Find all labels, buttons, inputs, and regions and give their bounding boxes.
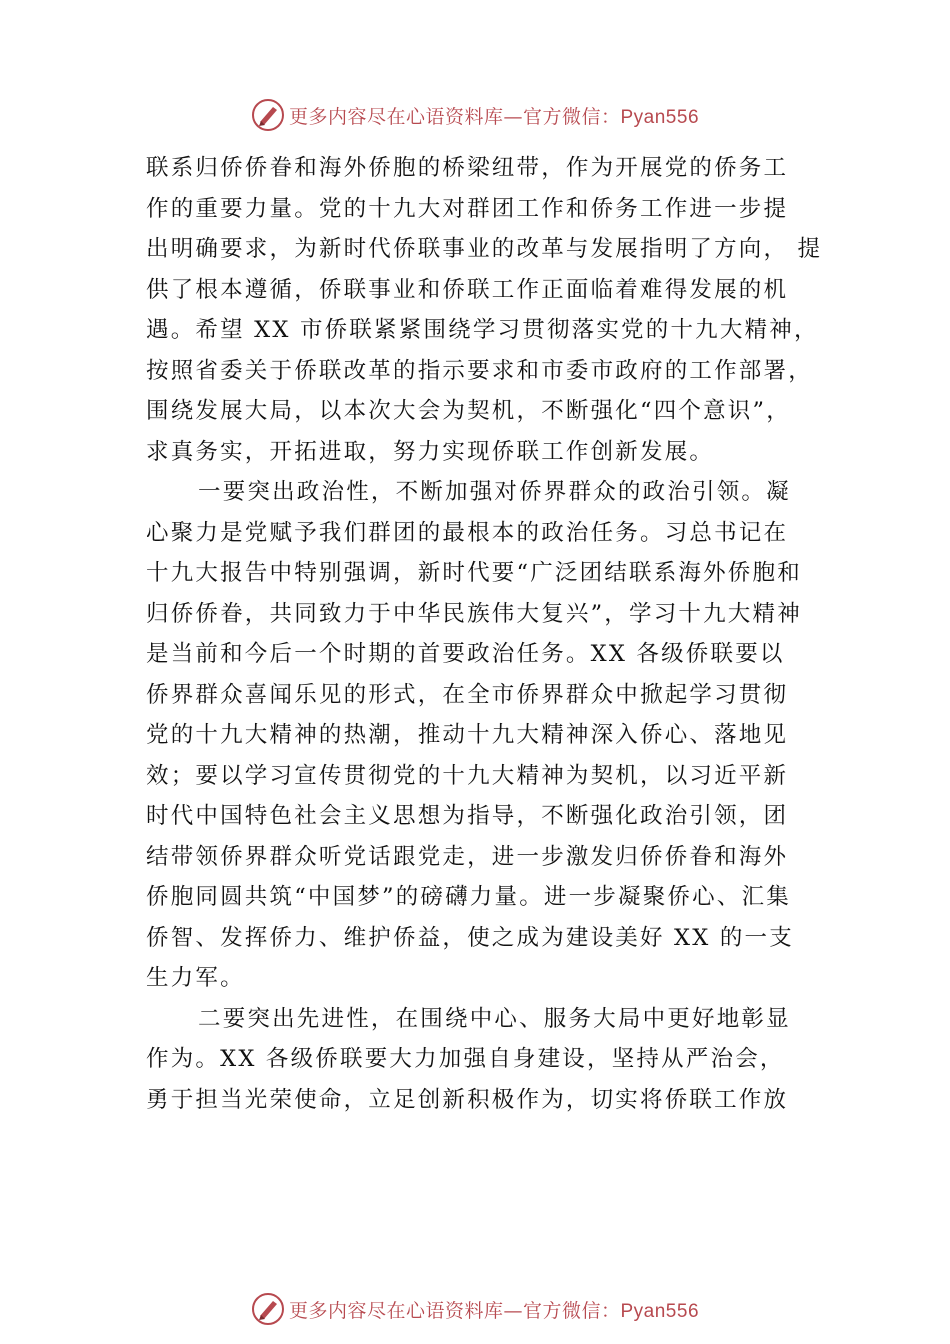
text-line: 效；要以学习宣传贯彻党的十九大精神为契机，以习近平新 [146,762,789,789]
text-line: 勇于担当光荣使命，立足创新积极作为，切实将侨联工作放 [146,1086,789,1113]
banner-text: 更多内容尽在心语资料库—官方微信：Pyan556 [288,105,700,128]
text-line: 侨智、发挥侨力、维护侨益，使之成为建设美好 XX 的一支 [146,924,794,951]
text-line: 侨胞同圆共筑“中国梦”的磅礴力量。进一步凝聚侨心、汇集 [146,884,791,910]
text-line: 一要突出政治性，不断加强对侨界群众的政治引领。凝 [198,479,791,505]
header-banner [0,95,950,135]
text-line: 党的十九大精神的热潮，推动十九大精神深入侨心、落地见 [146,722,789,748]
text-line: 十九大报告中特别强调，新时代要“广泛团结联系海外侨胞和 [146,560,802,586]
text-line: 出明确要求，为新时代侨联事业的改革与发展指明了方向， 提 [146,236,823,262]
text-line: 时代中国特色社会主义思想为指导，不断强化政治引领，团 [146,803,789,829]
text-line: 遇。希望 XX 市侨联紧紧围绕学习贯彻落实党的十九大精神， [146,317,819,343]
text-line: 是当前和今后一个时期的首要政治任务。XX 各级侨联要以 [146,641,785,667]
document-body [146,148,823,1120]
text-line: 二要突出先进性，在围绕中心、服务大局中更好地彰显 [198,1005,791,1032]
text-line: 按照省委关于侨联改革的指示要求和市委市政府的工作部署， [146,357,813,384]
text-line: 联系归侨侨眷和海外侨胞的桥梁纽带，作为开展党的侨务工 [146,155,789,181]
pen-logo-icon [251,98,285,132]
text-line: 心聚力是党赋予我们群团的最根本的政治任务。习总书记在 [146,519,789,546]
text-line: 作的重要力量。党的十九大对群团工作和侨务工作进一步提 [146,195,789,222]
text-line: 侨界群众喜闻乐见的形式，在全市侨界群众中掀起学习贯彻 [146,681,789,708]
text-line: 供了根本遵循，侨联事业和侨联工作正面临着难得发展的机 [146,276,789,303]
banner-text: 更多内容尽在心语资料库—官方微信：Pyan556 [288,1299,700,1322]
text-line: 结带领侨界群众听党话跟党走，进一步激发归侨侨眷和海外 [146,843,789,870]
text-line: 围绕发展大局，以本次大会为契机，不断强化“四个意识”， [146,398,791,424]
text-line: 求真务实，开拓进取，努力实现侨联工作创新发展。 [146,438,715,465]
text-line: 生力军。 [146,965,245,991]
text-line: 作为。XX 各级侨联要大力加强自身建设，坚持从严治会， [146,1046,785,1072]
text-line: 归侨侨眷，共同致力于中华民族伟大复兴”，学习十九大精神 [146,600,802,627]
footer-banner [0,1289,950,1329]
pen-logo-icon [251,1292,285,1326]
